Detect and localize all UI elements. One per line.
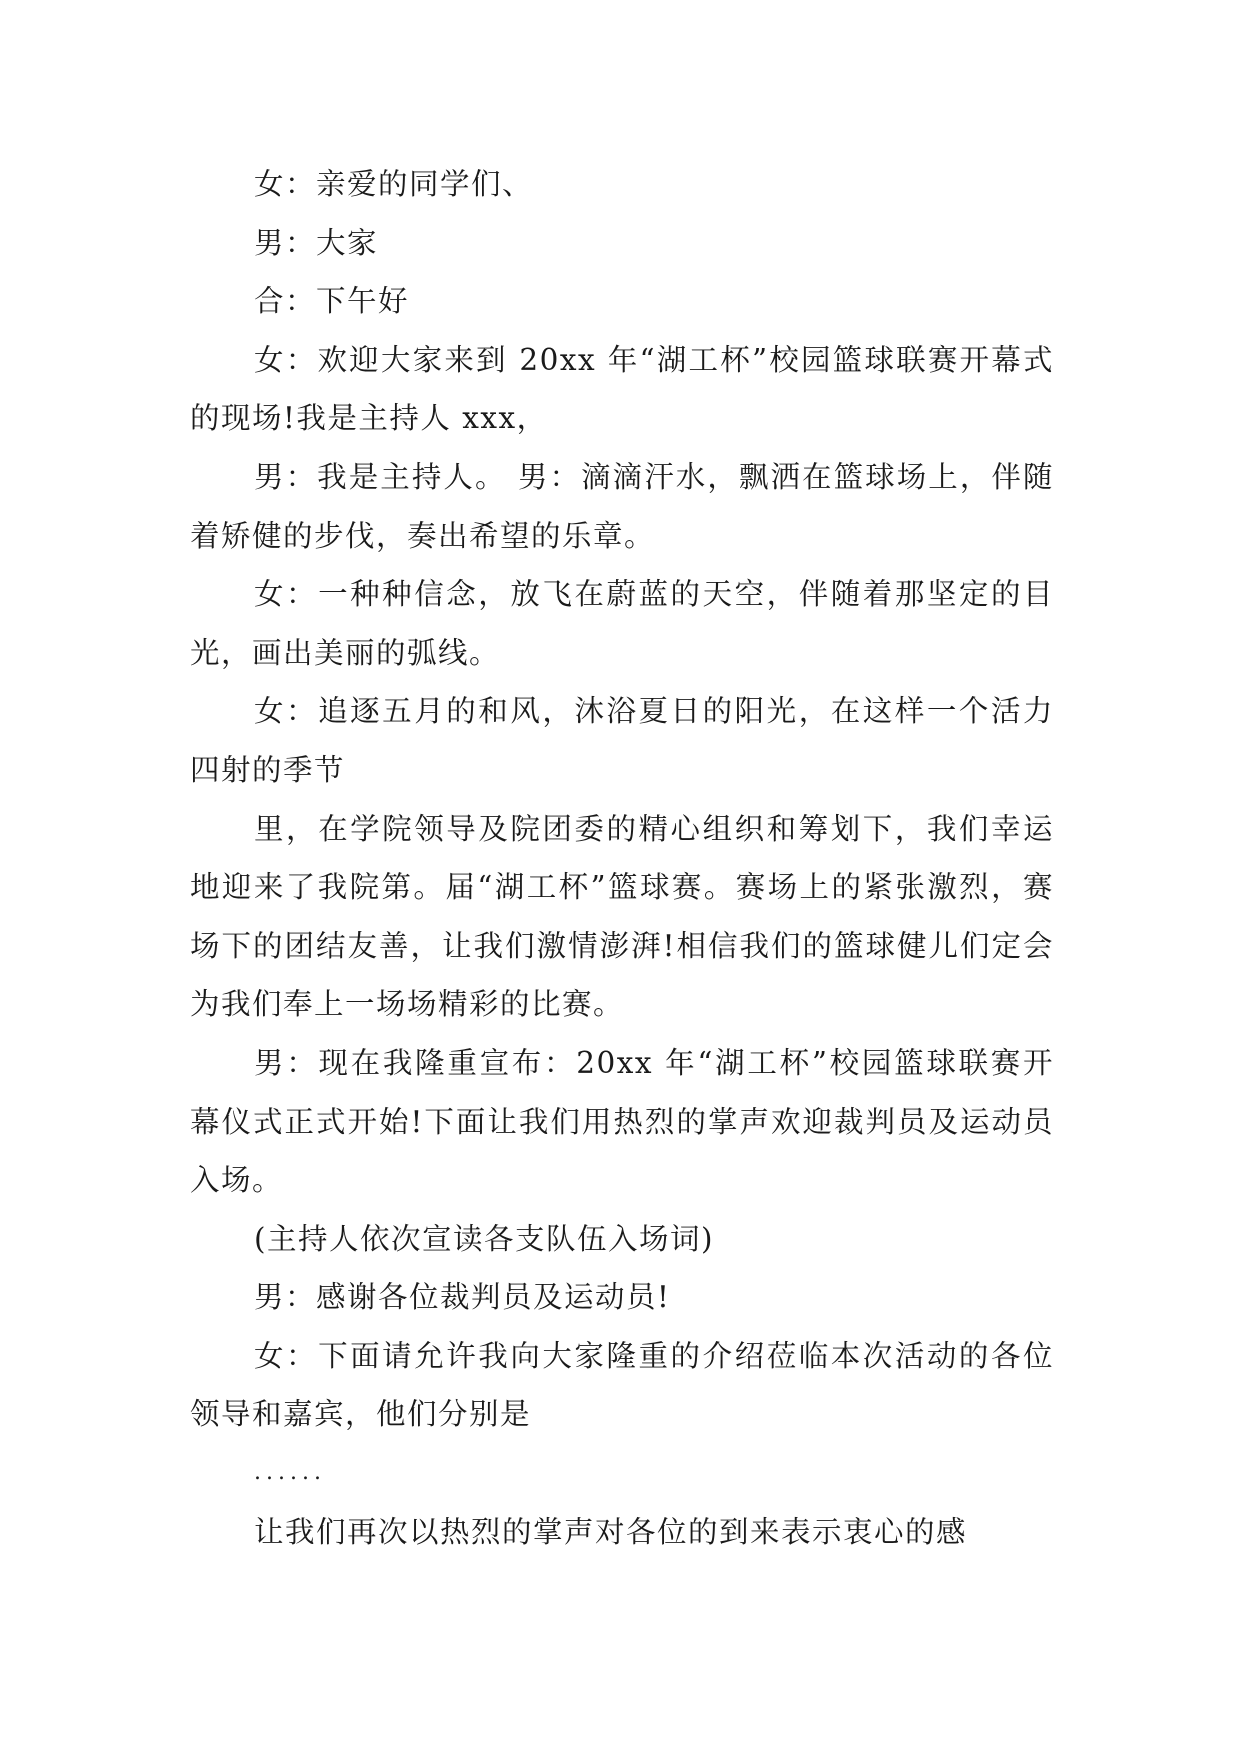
paragraph-belief: 女：一种种信念，放飞在蔚蓝的天空，伴随着那坚定的目光，画出美丽的弧线。	[190, 577, 1054, 670]
paragraph-male-everyone: 男：大家	[254, 225, 379, 260]
paragraph-ellipsis: ......	[254, 1460, 326, 1486]
paragraph-host-intro: 男：我是主持人。 男：滴滴汗水，飘洒在篮球场上，伴随着矫健的步伐，奏出希望的乐章。	[190, 459, 1054, 553]
paragraph-female-greeting: 女：亲爱的同学们、	[254, 167, 534, 201]
paragraph-welcome: 女：欢迎大家来到 20xx 年“湖工杯”校园篮球联赛开幕式的现场!我是主持人 xxx，	[190, 342, 1054, 436]
paragraph-introduce-guests: 女：下面请允许我向大家隆重的介绍莅临本次活动的各位领导和嘉宾，他们分别是	[190, 1338, 1054, 1432]
paragraph-applause: 让我们再次以热烈的掌声对各位的到来表示衷心的感	[254, 1514, 968, 1549]
paragraph-team-entrance-note: (主持人依次宣读各支队伍入场词)	[254, 1221, 715, 1256]
paragraph-may-breeze: 女：追逐五月的和风，沐浴夏日的阳光，在这样一个活力四射的季节	[190, 694, 1054, 787]
paragraph-together-good-afternoon: 合：下午好	[254, 284, 410, 319]
paragraph-college-leadership: 里，在学院领导及院团委的精心组织和筹划下，我们幸运地迎来了我院第。届“湖工杯”篮球赛。赛场上的紧张激烈，赛场下的团结友善，让我们激情澎湃!相信我们的篮球健儿们定会为我们奉上一场场精彩的比赛。	[190, 811, 1054, 1022]
paragraph-opening-announcement: 男：现在我隆重宣布：20xx 年“湖工杯”校园篮球联赛开幕仪式正式开始!下面让我们用热烈的掌声欢迎裁判员及运动员入场。	[190, 1045, 1054, 1198]
document-body	[190, 155, 1054, 1561]
paragraph-thanks-referees: 男：感谢各位裁判员及运动员!	[254, 1280, 671, 1315]
